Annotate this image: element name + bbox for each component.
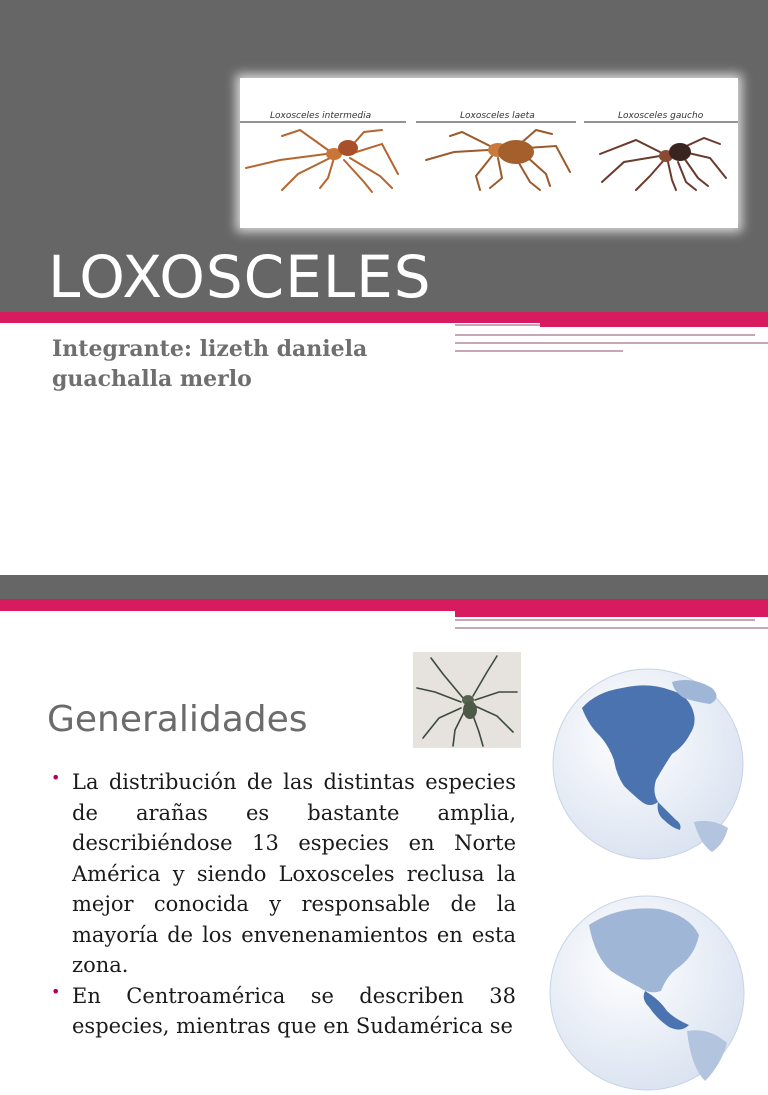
accent-line [455,324,540,326]
header-band [0,575,768,599]
list-item [48,767,516,981]
spider-intermedia-icon [246,130,398,192]
accent-line [455,627,768,629]
accent-stripe-right [540,312,768,327]
slide-title: LOXOSCELES [48,243,432,311]
accent-stripe [0,312,540,323]
slide-subtitle: Integrante: lizeth daniela guachalla merlo [52,336,368,392]
accent-line [455,334,755,336]
bullet-icon: • [51,768,61,787]
bullet-list [48,767,516,1042]
accent-line [455,350,623,352]
bullet-text: La distribución de las distintas especies de arañas es bastante amplia, describiéndose 13 especies en Norte América y siendo Loxosceles reclusa la mejor conocida y responsable de la mayoría de los envenenamientos en esta zona. [72,770,516,977]
accent-line [620,623,768,625]
list-item [48,981,516,1042]
spider-laeta-icon [426,130,570,190]
species-comparison-image [240,78,738,228]
accent-stripe-right [455,611,768,617]
species-label-gaucho: Loxosceles gaucho [618,111,704,121]
bullet-icon: • [51,981,61,1001]
species-label-intermedia: Loxosceles intermedia [270,111,372,121]
north-america-globe-icon [552,668,744,860]
bullet-text: En Centroamérica se describen 38 especies, mientras que en Sudamérica se [72,983,516,1038]
species-label-laeta: Loxosceles laeta [460,111,535,121]
spider-gaucho-icon [600,138,726,190]
spider-photo [413,652,521,748]
central-america-globe-icon [549,895,745,1091]
accent-stripe [0,599,768,611]
accent-line [455,342,768,344]
content-slide [0,575,768,1038]
accent-line [455,619,755,621]
slide-heading: Generalidades [47,699,308,740]
